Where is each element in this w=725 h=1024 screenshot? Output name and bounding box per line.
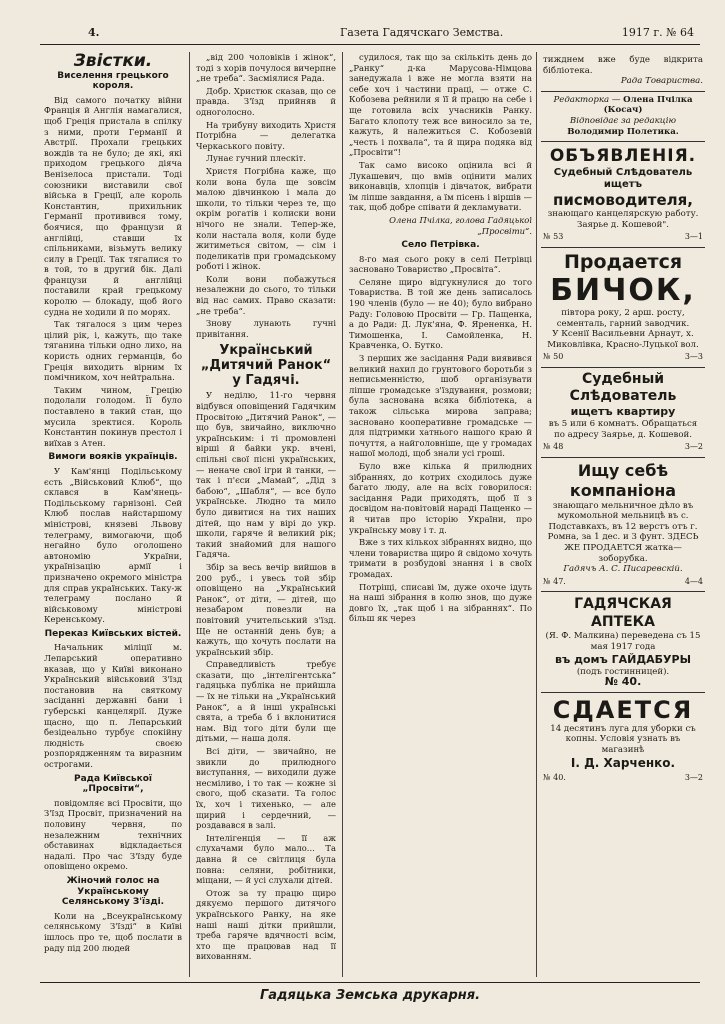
column-children-morning — [196, 52, 336, 977]
article-heading: Український „Дитячий Ранок“ у Гадячі. — [200, 343, 332, 389]
article-title: Вимоги вояків українців. — [48, 452, 178, 463]
editor-label: Редакторка — [553, 94, 610, 105]
ad-line: знающаго канцелярскую работу. — [547, 209, 699, 220]
ad-number: № 40. — [543, 772, 566, 782]
issue-date: 1917 г. № 64 — [621, 26, 694, 39]
ad-number: № 53 — [543, 232, 564, 242]
ad-line: Ищу себѣ компаніона — [569, 460, 677, 500]
article-text: „від 200 чоловіків і жінок“, тоді з хорів почулося вичерпне „не треба“. Засміялися Рада. — [196, 52, 336, 84]
article-text: У неділю, 11-го червня відбувся оповіщений Гадячким Просвітою „Дитячий Ранок“, — що був, звичайно, виключно українським: і ті промовлені вірші й байки укр. вчені, спільні свої пісні українських, — неначе свої ігри й танки, — так і п'єси „Мамай“, „Дід з бабою“, „Шабля“, — все було українське. Людно та мило було дивитися на тих наших дітей, що нам у вірі до укр. школи, гаряче й великий рік; такий знайомий для нашого Гадяча. — [196, 390, 336, 560]
ad-number: № 48 — [543, 442, 564, 452]
ad-line: Гадячъ А. С. Писаревскій. — [563, 564, 683, 575]
newspaper-title: Газета Гадячскаго Земства. — [340, 26, 504, 39]
ad-run-count: 3—3 — [684, 352, 703, 362]
ad-line: въ 5 или 6 комнатъ. Обращаться по адресу Заярье, д. Кошевой. — [548, 418, 698, 440]
article-text: Коли вони побажуться незалежни до сього, то тільки від нас самих. Право сказати: „не треба“. — [196, 273, 336, 316]
note-signature: Рада Товариства. — [620, 76, 703, 87]
column-divider — [342, 52, 343, 977]
ad-line: Судебный Слѣдователь ищетъ — [553, 167, 693, 191]
article-text: Вже з тих кількох зібраннях видно, що члени товариства щиро й свідомо хочуть тримати в розбудові знання і в своїх громадах. — [349, 537, 532, 579]
ad-line: Продается — [563, 250, 683, 273]
article-text: Всі діти, — звичайно, не звикли до прилюдного виступання, — виходили дуже несміливо, і то так — кожне зі свого, щоб сказати. Та голос їх, хоч і тихенько, — але щирий і сердечний, — роздавався в залі. — [196, 746, 336, 831]
article-title: Жіночий голос на Українському Селянському З'їзді. — [61, 875, 165, 908]
editorial-info: Редакторка — Олена Пчілка (Косач) Відповідає за редакцію Володимир Полетика. — [541, 92, 705, 142]
ad-line: 14 десятинъ луга для уборки съ копны. Условія узнать въ магазинѣ — [550, 723, 696, 755]
ad-number: № 40. — [604, 675, 642, 689]
article-text: Інтелігенція — її аж слухачами було мало... Та давна й се світлиця була повна: селяни, робітники, міщани, — й усі слухали дітей. — [196, 832, 336, 886]
note-text: тижднем вже буде відкрита бібліотека. — [543, 55, 703, 76]
ad-line: въ домъ ГАЙДАБУРЫ — [555, 652, 691, 666]
ad-partner-wanted — [541, 458, 705, 593]
article-text: Лунає гучний плескіт. — [206, 153, 306, 164]
ad-line: знающаго мельничное дѣло въ мукомольной мельницѣ въ с. Подставкахъ, въ 12 верстъ отъ г. Ромна, за 1 дес. и 3 фунт. ЗДЕСЬ ЖЕ ПРОДАЕТСЯ жатка—зоборубка. — [547, 500, 699, 564]
ad-line: (Я. Ф. Малкина) переведена съ 15 мая 1917 года — [545, 631, 701, 653]
article-title: Виселення грецького короля. — [57, 70, 169, 92]
article-text: Начальник міліції м. Лепарський оперативно вказав, що у Київі виконано Український військовий З'їзд постановив на святкому засіданні державні бани і губерські канцелярії. Дуже щасно, що п. Лепарський безідеально турбує спокійну людність своєю розпорядженням та виразним острогами. — [44, 642, 182, 769]
ad-run-count: 3—2 — [684, 772, 703, 782]
ad-line: У Ксенії Васильевни Арнаут, х. Миковлівка, Красно-Луцької вол. — [547, 329, 699, 350]
article-text: Добр. Христюк сказав, що се правда. З'їзд прийняв й одноголосно. — [196, 85, 336, 117]
article-text: Отож за ту працю щиро дякуємо першого дитячого українського Ранку, на яке наші наші дітки прийшли, треба гаряче вдячності всім, хто ще працював над її вихованням. — [196, 887, 336, 962]
column-divider — [189, 52, 190, 977]
article-text: Знову лунають гучні привітання. — [196, 318, 336, 339]
ad-run-count: 3—1 — [684, 232, 703, 242]
column-news — [44, 52, 182, 977]
ad-line: СДАЕТСЯ — [552, 695, 694, 724]
article-text: На трибуну виходить Христя Потрібна — делегатка Черкаського повіту. — [196, 119, 336, 151]
article-text: Так само високо оцінила всі й Лукашевич, що вмів оцінити малих виконавців, хлопців і дівчаток, вибрати їм ліпше завдання, а їм пісень і віршів — так, щоб добре співати й декламувати. — [349, 159, 532, 213]
ad-number: № 47. — [543, 576, 566, 586]
printer-imprint: Гадяцька Земська друкарня. — [259, 988, 481, 1003]
header-rule — [40, 44, 700, 45]
article-text: судилося, так що за скількіть день до „Ранку“ д-ка Марусова-Німцова занедужала і вже не могла взяти на себе хоч і частини праці, — отже С. Кобозева рейнили я її й працю на себе і ще готовила всіх учасників Ранку. Багато клопоту теж все виносило за те, кажуть, й належиться С. Кобозевій „честь і похвала“, та й щира подяка від „Просвіти“! — [349, 52, 532, 158]
article-text: Було вже кілька й прилюдних зібраннях, до котрих сходилось дуже багато люду, але на всіх говорилося: засідання Ради приходять, щоб її з досвідом на-повітовій нараді Пащенко — й читав про історію України, про українську мову і т. д. — [349, 460, 532, 535]
article-text: Таким чином, Грецію подолали голодом. Її було поставлено в такий стан, що мусила зректися. Король Константин покинув престол і виїхав з Атен. — [44, 384, 182, 448]
library-note — [541, 52, 705, 92]
article-text: Збір за весь вечір вийшов в 200 руб., і увесь той збір оповіщено на „Український Ранок“, от діти, — дітей, що незабаром повезли на повітовий учительський з'їзд. Ще не останній день був; а кажуть, що хочуть послати на український збір. — [196, 561, 336, 657]
ad-line: Судебный Слѣдователь — [569, 370, 677, 404]
ad-line: півтора року, 2 арш. росту, сементаль, гарний заводчик. — [556, 307, 690, 329]
ad-line: I. Д. Харченко. — [570, 755, 676, 770]
article-text: У Кам'янці Подільському єсть „Військовий Клюб“, що склався в Кам'янець-Подільському гарнізоні. Сей Клюб послав найстаршому міністрові, князеві Львову телеграму, вимогаючи, щоб негайно було оголошено автономію України, українізацію армії і призначено окремого міністра для справ українських. Таку-ж телеграму послано й військовому міністрові Керенському. — [44, 465, 182, 625]
article-text: Селяне щиро відгукнулися до того Товариства. В той же день записалось 190 членів (було — не 40); було вибрано Раду: Головою Просвіти — Гр. Пащенка, а до Ради: Д. Лук'яна, Ф. Ярененка, Н. Тимошенка, І. Самойленка, Н. Кравченка, О. Бутко. — [349, 276, 532, 351]
page-header — [20, 24, 710, 44]
article-title: Переказ Київських вістей. — [44, 628, 182, 639]
ad-line: (подъ гостинницей). — [576, 666, 670, 677]
ad-bull-for-sale — [541, 248, 705, 368]
column-advertisements — [541, 52, 705, 978]
ad-number: № 50 — [543, 352, 564, 362]
editor-name: Олена Пчілка (Косач) — [603, 94, 693, 116]
ad-line: ГАДЯЧСКАЯ АПТЕКА — [574, 596, 672, 631]
ads-section-title: ОБЪЯВЛЕНІЯ. — [549, 146, 697, 167]
column-divider — [536, 52, 537, 977]
editor2-name: Володимир Полетика. — [567, 126, 679, 137]
ad-line: БИЧОК, — [550, 272, 696, 308]
column-village-news — [349, 52, 532, 977]
footer-rule — [40, 982, 700, 983]
editor2-label: Відповідає за редакцію — [569, 115, 677, 126]
ad-run-count: 4—4 — [684, 576, 703, 586]
article-text: Так тягалося з цим через цілий рік, і, кажуть, що таке тяганина тільки одно лихо, на користь одних германців, бо Греція виходить вірним їх помічником, хоч нейтральна. — [44, 319, 182, 383]
section-heading: Звістки. — [73, 52, 153, 71]
ad-run-count: 3—2 — [684, 442, 703, 452]
ad-pharmacy-moved — [541, 592, 705, 692]
article-text: З перших же засідання Ради виявився великий нахил до грунтового боротьби з неписьменністю, шоб організувати ліпше громадське з'їздування, розмови; була заснована всяка бібліотека, а також сільська мирова заправа; засновано кооперативне громадське — для підтримки хатнього нашого краю й почуття, а найголовніше, ще у громадах нашої молоді, щоб знали усі гроші. — [349, 353, 532, 459]
article-text: Христя Погрібна каже, що коли вона була ще зовсім малою дівчинкою і мала до школи, то тільки через те, що окрім рогатів і колиски вони нічого не знали. Тепер-же, коли настала воля, коли буде житиметься світом, — сім і поделикатів при громадському роботі і жінок. — [196, 165, 336, 272]
article-text: Коли на „Всеукраїнському селянському З'їзді“ в Київі ішлось про те, щоб послати в раду під 200 людей — [44, 910, 182, 953]
article-text: 8-го мая сього року в селі Петрівці засновано Товариство „Просвіта“. — [349, 253, 532, 275]
ad-line: ищетъ квартиру — [570, 404, 676, 418]
ad-apartment-wanted — [541, 368, 705, 458]
article-title: Рада Київської „Просвіти“, — [74, 773, 152, 795]
article-text: Від самого початку війни Франція й Англія намагалися, щоб Греція пристала в спілку з ними, проти Германії й Австрії. Прохали грецьких вождів та не було; де які, які приходом грецького діяча Венізелоса пристали. Тоді союзники виставили свої війська в Греції, але король Константин, прихильник Германії противився тому, боячися, що французи й англійці, ставши їх спільниками, візьмуть велику силу в Греції. Так тягалися то в той, то в другий бік. Далі французи й англійці поставили край грецькому королю — блокаду, щоб його судна не ходили й по морях. — [44, 94, 182, 317]
ad-line: писмоводителя, — [553, 191, 693, 210]
ad-secretary-wanted — [541, 142, 705, 248]
article-signature: Олена Пчілка, голова Гадяцької „Просвіти“. — [389, 214, 532, 236]
article-text: Потріщі, списаві їм, дуже охоче ідуть на наші зібрання в колю знов, що дуже довго їх, „так щоб і на зібраннях“. По більш як через — [349, 581, 532, 624]
article-text: Справедливість требує сказати, що „інтелігентська“ гадяцька публіка не прийшла — їх не тільки на „Український Ранок“, а й інші українські свята, а треба б і вклонитися нам. Від того діти були ще дітьми, — наша доля. — [196, 659, 336, 744]
article-text: повідомляє всі Просвіти, що З'їзд Просвіт, призначений на половину червня, по незалежним технічних обставинах відкладається надалі. Про час З'їзду буде оповіщено окремо. — [44, 797, 182, 872]
ad-meadow-for-rent — [541, 693, 705, 787]
page-number: 4. — [88, 26, 100, 39]
article-title: Село Петрівка. — [401, 240, 480, 251]
ad-line: Заярье д. Кошевой". — [577, 219, 669, 230]
